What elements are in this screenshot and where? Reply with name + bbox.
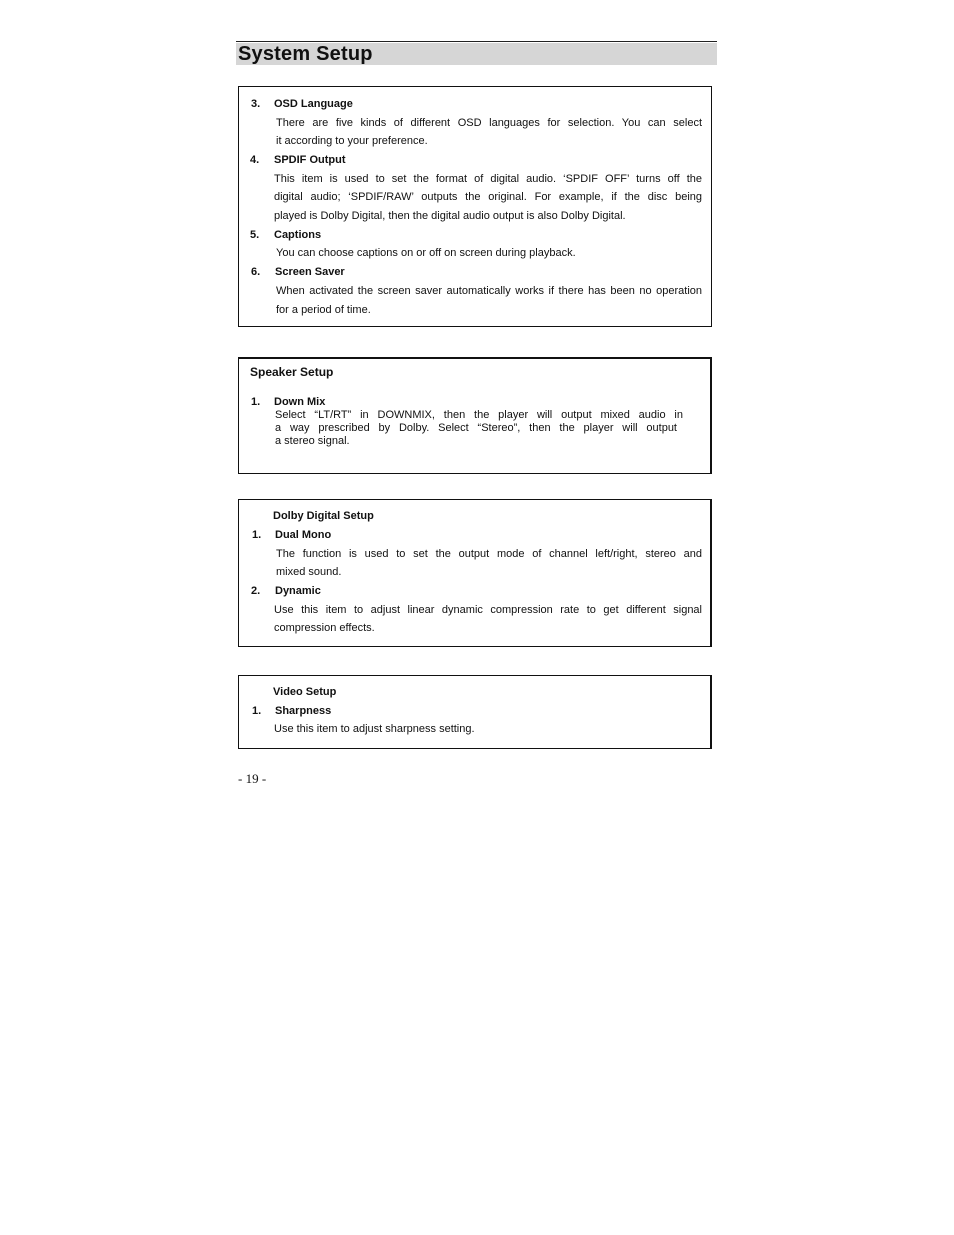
item-text-line: a stereo signal.: [275, 435, 350, 447]
section-title-dolby-digital-setup: Dolby Digital Setup: [273, 510, 374, 522]
item-text-line: for a period of time.: [276, 304, 371, 316]
item-number: 6.: [251, 266, 261, 278]
item-text-line: a way prescribed by Dolby. Select “Stereo”, then the player will output: [275, 422, 677, 434]
item-number: 3.: [251, 98, 261, 110]
item-text-line: When activated the screen saver automatically works if there has been no operation: [276, 285, 702, 297]
item-text-line: There are five kinds of different OSD languages for selection. You can select: [276, 117, 702, 129]
item-heading-dual-mono: Dual Mono: [275, 529, 332, 541]
video-setup-box: [238, 675, 712, 749]
item-number: 1.: [251, 396, 261, 408]
item-heading-sharpness: Sharpness: [275, 705, 332, 717]
item-number: 1.: [252, 529, 262, 541]
item-heading-screen-saver: Screen Saver: [275, 266, 345, 278]
item-text-line: mixed sound.: [276, 566, 342, 578]
item-heading-osd-language: OSD Language: [274, 98, 353, 110]
item-heading-dynamic: Dynamic: [275, 585, 321, 597]
item-heading-captions: Captions: [274, 229, 322, 241]
item-text-line: played is Dolby Digital, then the digital audio output is also Dolby Digital.: [274, 210, 626, 222]
page-number: - 19 -: [238, 771, 267, 786]
item-number: 1.: [252, 705, 262, 717]
page-title: System Setup: [238, 43, 373, 65]
item-heading-spdif-output: SPDIF Output: [274, 154, 346, 166]
item-text-line: Use this item to adjust sharpness setting.: [274, 723, 475, 735]
item-text-line: You can choose captions on or off on screen during playback.: [276, 247, 576, 259]
system-setup-box: [238, 86, 712, 327]
header-rule: [236, 41, 717, 42]
speaker-setup-box: [238, 357, 712, 474]
item-text-line: it according to your preference.: [276, 135, 428, 147]
dolby-digital-setup-box: [238, 499, 712, 647]
item-text-line: Select “LT/RT” in DOWNMIX, then the player will output mixed audio in: [275, 409, 683, 421]
item-text-line: digital audio; ‘SPDIF/RAW’ outputs the original. For example, if the disc being: [274, 191, 702, 203]
section-title-video-setup: Video Setup: [273, 686, 337, 698]
section-title-speaker-setup: Speaker Setup: [250, 365, 334, 379]
item-text-line: compression effects.: [274, 622, 375, 634]
title-bar: [236, 43, 717, 65]
item-number: 2.: [251, 585, 261, 597]
item-number: 4.: [250, 154, 260, 166]
item-text-line: This item is used to set the format of digital audio. ‘SPDIF OFF’ turns off the: [274, 173, 702, 185]
item-number: 5.: [250, 229, 260, 241]
item-text-line: The function is used to set the output mode of channel left/right, stereo and: [276, 548, 702, 560]
item-text-line: Use this item to adjust linear dynamic compression rate to get different signal: [274, 604, 702, 616]
item-heading-down-mix: Down Mix: [274, 396, 326, 408]
